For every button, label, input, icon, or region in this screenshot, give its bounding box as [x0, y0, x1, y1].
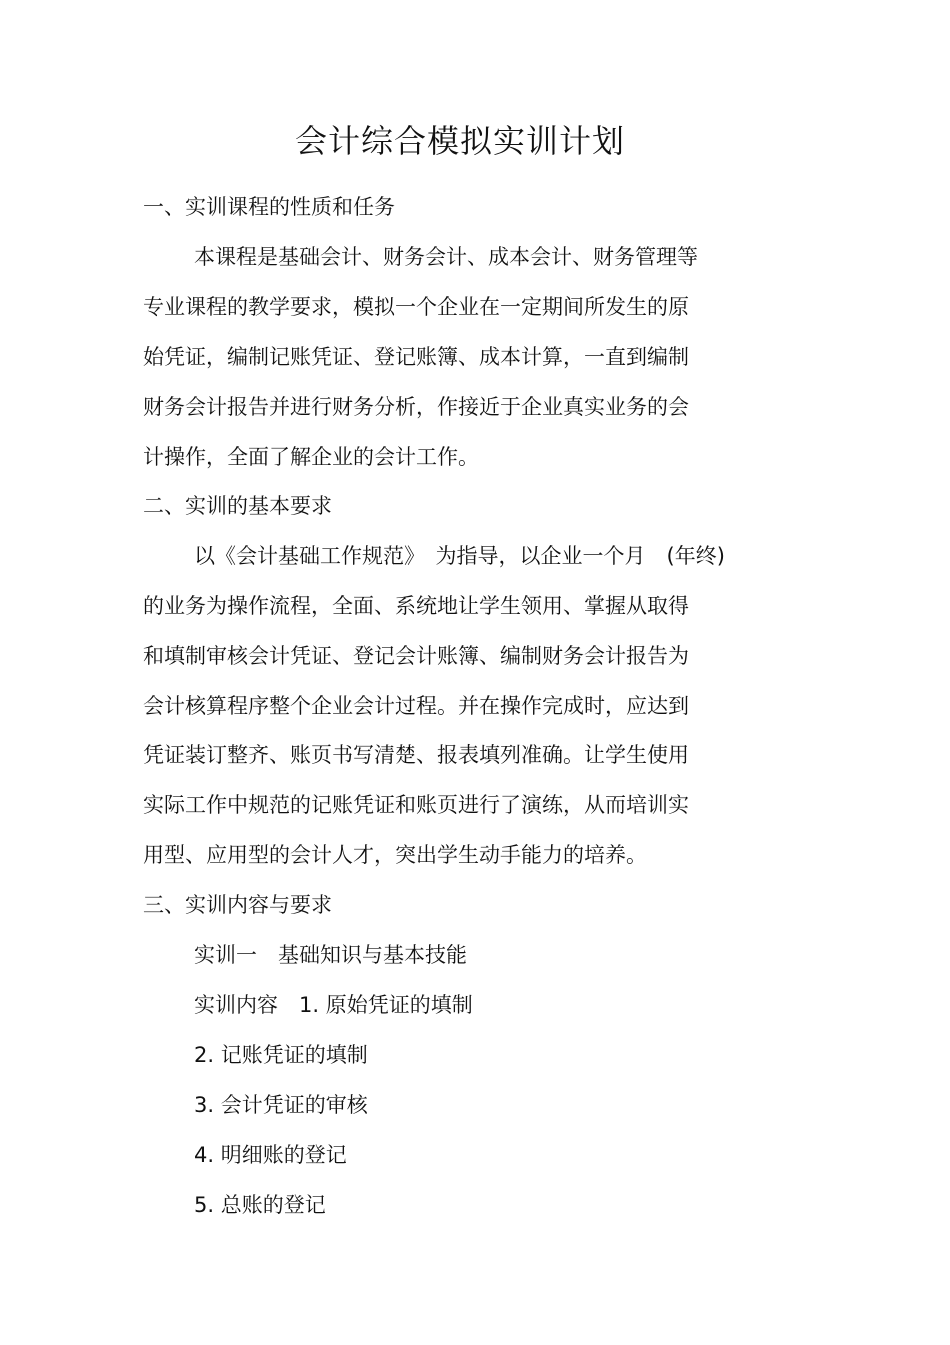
- paragraph-line: 专业课程的教学要求，模拟一个企业在一定期间所发生的原: [143, 295, 689, 319]
- paragraph-line: 计操作，全面了解企业的会计工作。: [143, 445, 479, 469]
- list-item: 实训内容 1. 原始凭证的填制: [194, 993, 473, 1017]
- section-heading-1: 一、实训课程的性质和任务: [143, 195, 395, 219]
- list-item: 实训一 基础知识与基本技能: [194, 943, 467, 967]
- paragraph-line: 实际工作中规范的记账凭证和账页进行了演练，从而培训实: [143, 793, 689, 817]
- list-item: 2. 记账凭证的填制: [194, 1043, 368, 1067]
- paragraph-line: 的业务为操作流程，全面、系统地让学生领用、掌握从取得: [143, 594, 689, 618]
- paragraph-line: 以《会计基础工作规范》 为指导，以企业一个月 (年终): [194, 544, 725, 568]
- paragraph-line: 财务会计报告并进行财务分析，作接近于企业真实业务的会: [143, 395, 689, 419]
- paragraph-line: 凭证装订整齐、账页书写清楚、报表填列准确。让学生使用: [143, 743, 689, 767]
- section-heading-3: 三、实训内容与要求: [143, 893, 332, 917]
- paragraph-line: 会计核算程序整个企业会计过程。并在操作完成时，应达到: [143, 694, 689, 718]
- paragraph-line: 本课程是基础会计、财务会计、成本会计、财务管理等: [194, 245, 698, 269]
- section-heading-2: 二、实训的基本要求: [143, 494, 332, 518]
- paragraph-line: 和填制审核会计凭证、登记会计账簿、编制财务会计报告为: [143, 644, 689, 668]
- list-item: 3. 会计凭证的审核: [194, 1093, 368, 1117]
- list-item: 5. 总账的登记: [194, 1193, 326, 1217]
- paragraph-line: 用型、应用型的会计人才，突出学生动手能力的培养。: [143, 843, 647, 867]
- list-item: 4. 明细账的登记: [194, 1143, 347, 1167]
- paragraph-line: 始凭证，编制记账凭证、登记账簿、成本计算，一直到编制: [143, 345, 689, 369]
- document-title: 会计综合模拟实训计划: [294, 122, 625, 160]
